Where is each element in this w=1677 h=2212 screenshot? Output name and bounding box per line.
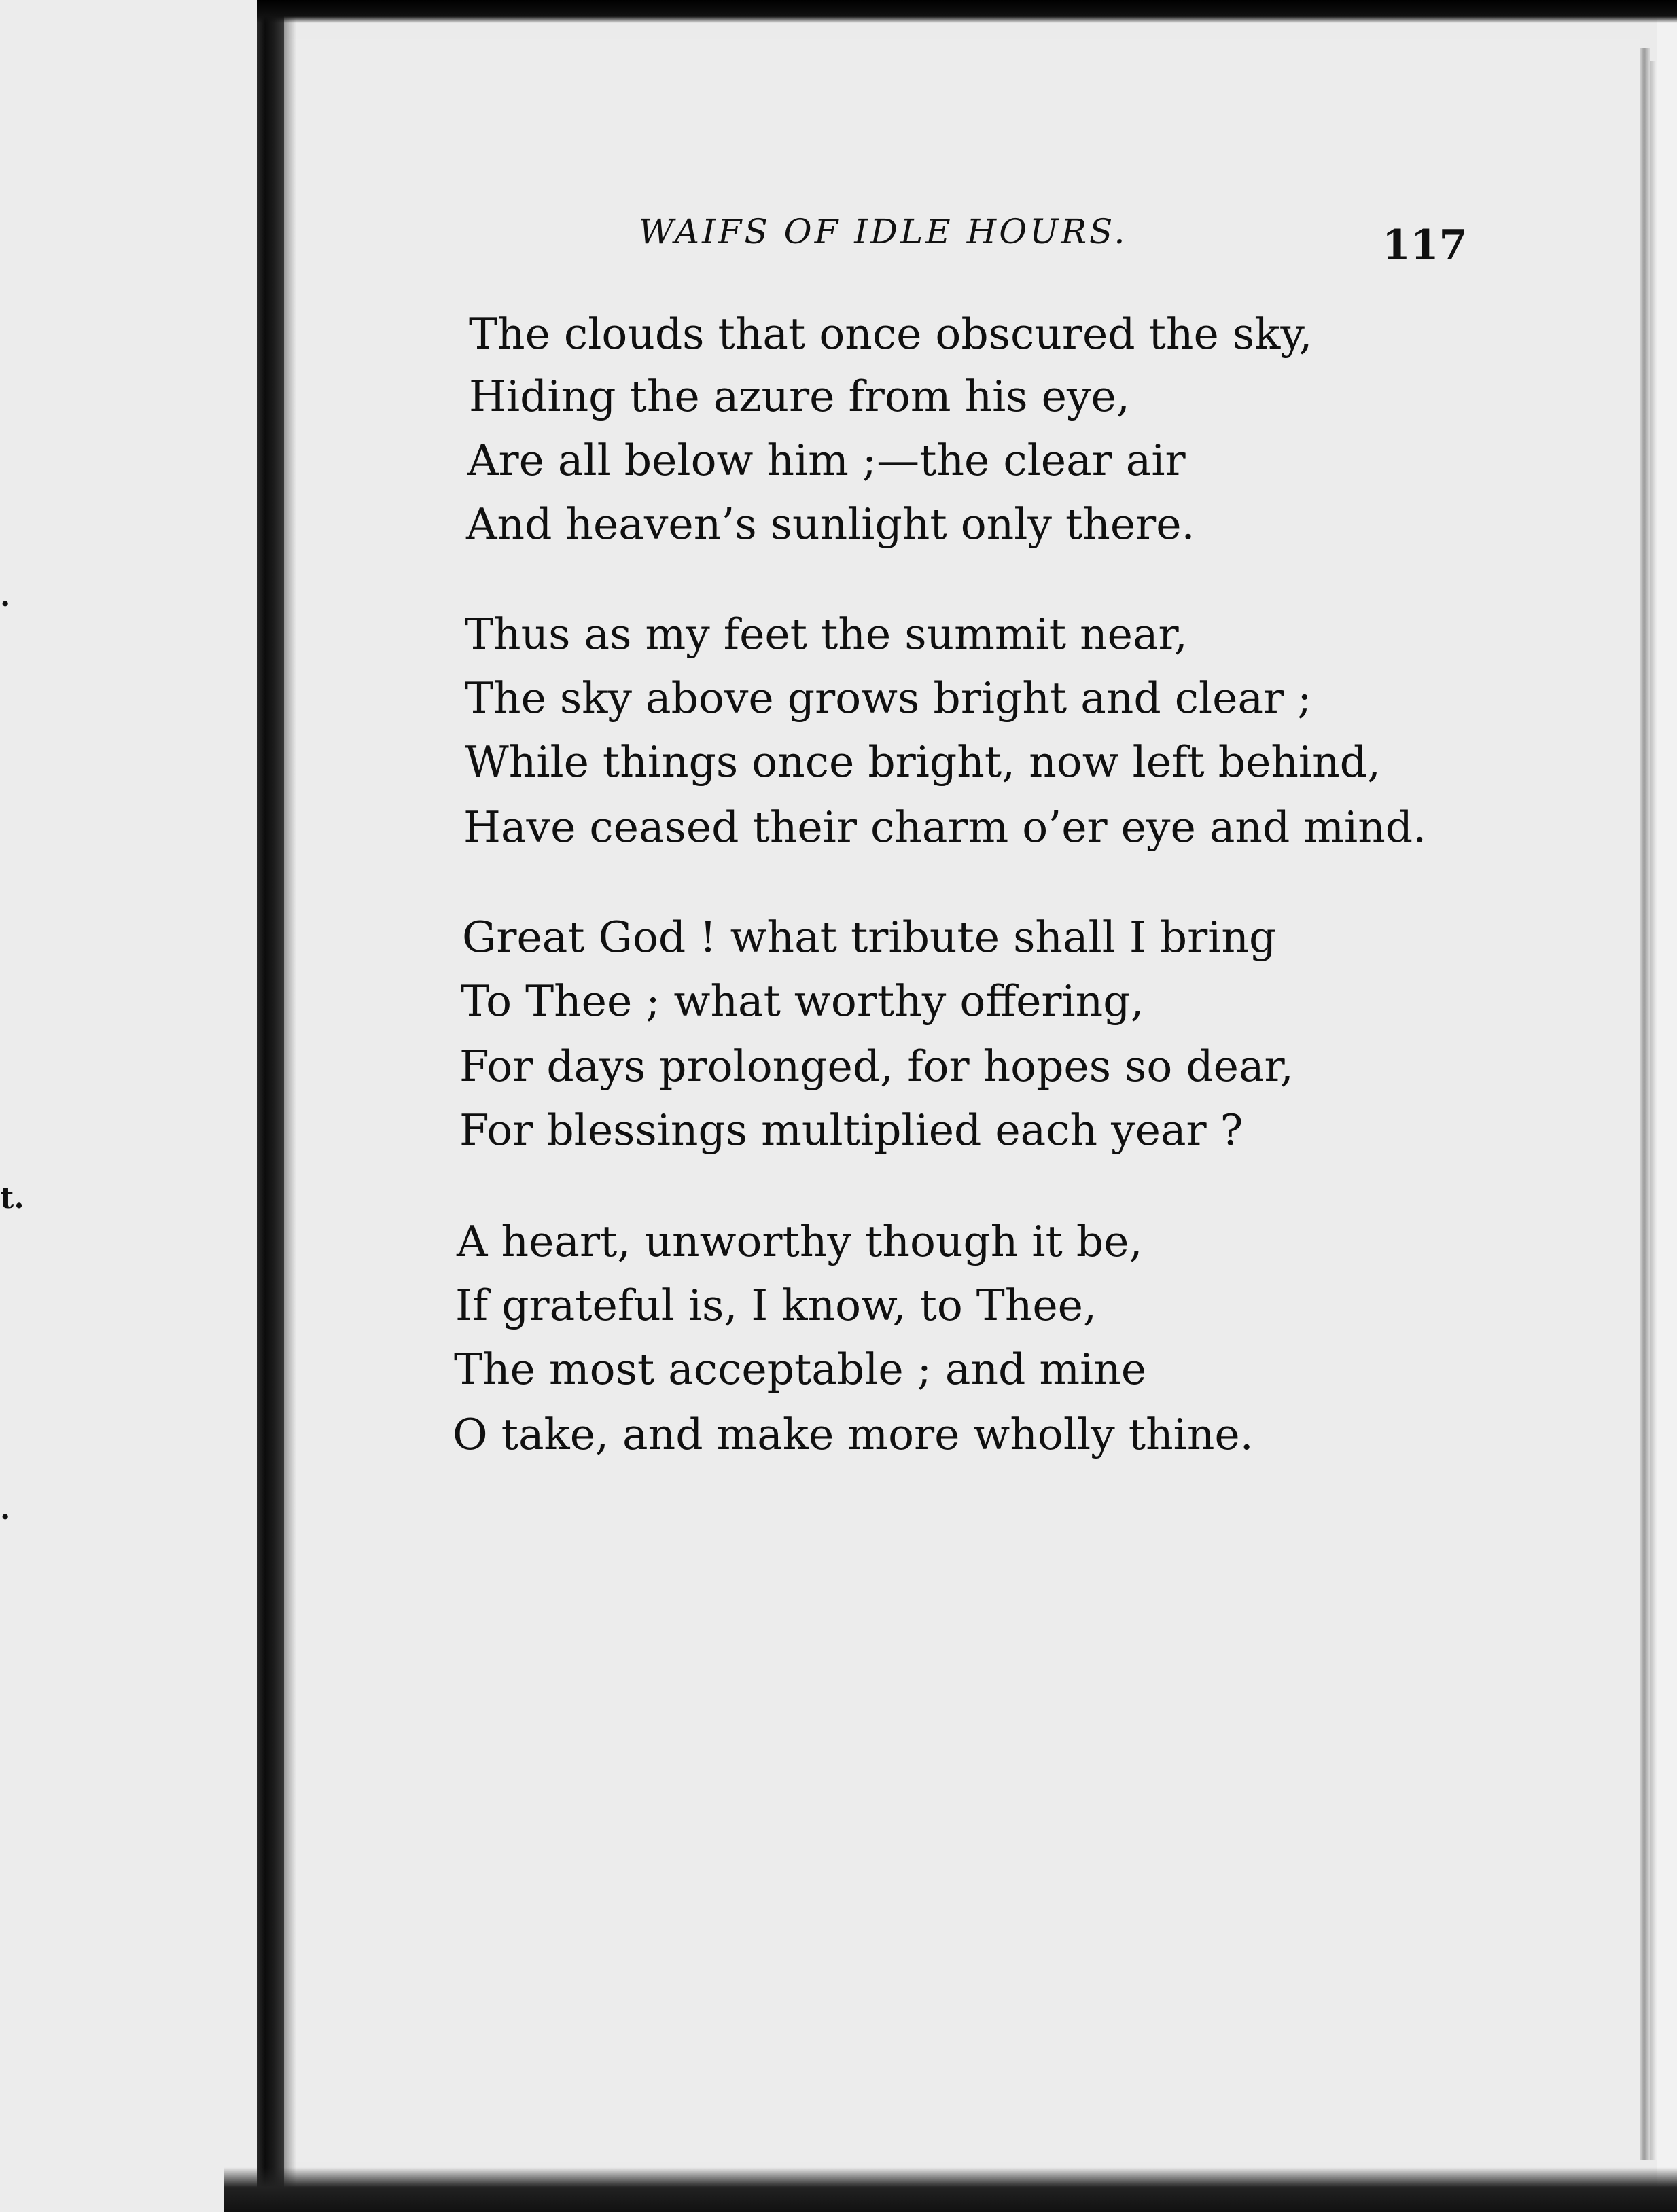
poem-line: For days prolonged, for hopes so dear, (459, 1041, 1294, 1091)
poem-line: O take, and make more wholly thine. (453, 1410, 1254, 1459)
left-edge-mark: . (0, 1492, 11, 1527)
running-head: WAIFS OF IDLE HOURS. (639, 212, 1128, 251)
poem-line: For blessings multiplied each year ? (459, 1105, 1243, 1155)
poem-line: Thus as my feet the summit near, (465, 609, 1188, 659)
poem-line: A heart, unworthy though it be, (457, 1217, 1143, 1266)
poem-line: Great God ! what tribute shall I bring (462, 912, 1277, 962)
poem-line: Are all below him ;—the clear air (467, 435, 1186, 485)
poem-line: While things once bright, now left behind, (465, 737, 1381, 787)
left-edge-mark: . (0, 579, 11, 613)
poem-line: Have ceased their charm o’er eye and mind. (463, 802, 1427, 852)
poem-line: The clouds that once obscured the sky, (469, 309, 1313, 359)
poem-line: Hiding the azure from his eye, (469, 372, 1130, 421)
poem-line: The sky above grows bright and clear ; (465, 673, 1312, 723)
poem-line: And heaven’s sunlight only there. (466, 499, 1195, 549)
page-number: 117 (1382, 221, 1468, 269)
poem-line: To Thee ; what worthy offering, (461, 976, 1144, 1026)
left-edge-mark: t. (0, 1181, 24, 1215)
poem-line: The most acceptable ; and mine (454, 1344, 1147, 1394)
poem-line: If grateful is, I know, to Thee, (455, 1281, 1097, 1330)
